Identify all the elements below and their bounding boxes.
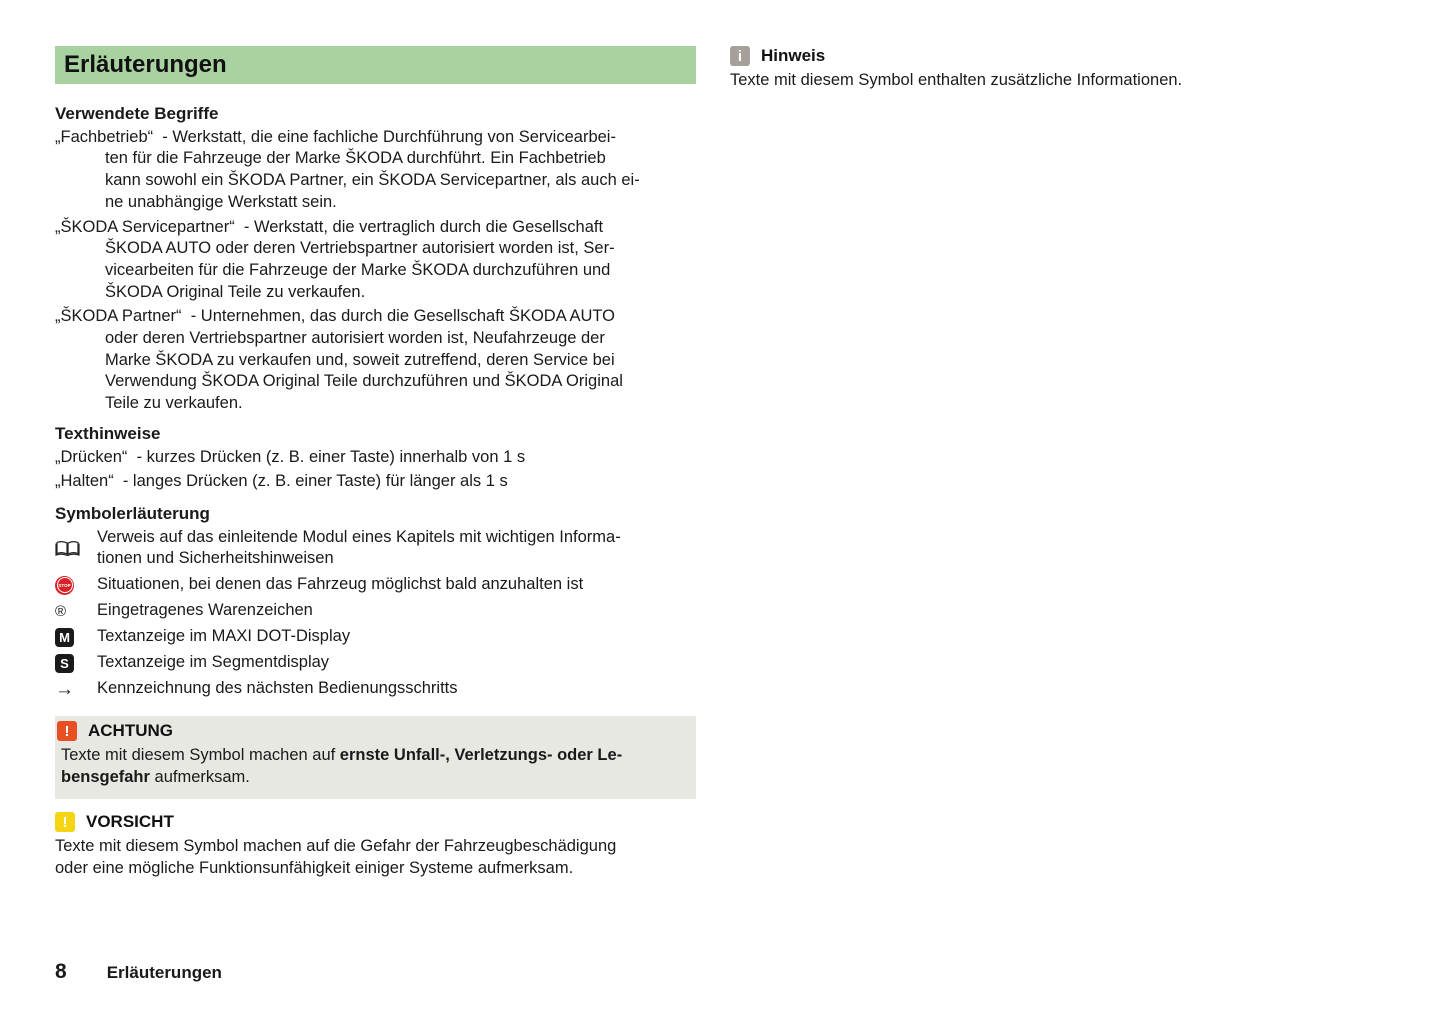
text-line: „Fachbetrieb“ - Werkstatt, die eine fachliche Durchführung von Servicearbei- (55, 127, 616, 146)
chapter-header-bar (55, 46, 696, 84)
text-line: „ŠKODA Partner“ - Unternehmen, das durch die Gesellschaft ŠKODA AUTO (55, 307, 616, 326)
arrow-right-icon: → (55, 678, 74, 700)
symbol-row (55, 527, 700, 570)
page-footer (55, 960, 222, 984)
section-symbolerlaeuterung (55, 503, 700, 704)
text-line: Verweis auf das einleitende Modul eines Kapitels mit wichtigen Informa- (97, 527, 621, 546)
page-number: 8 (55, 960, 67, 983)
vorsicht-exclamation-icon: ! (55, 812, 75, 832)
text-line: „Halten“ - langes Drücken (z. B. einer Taste) für länger als 1 s (55, 471, 508, 490)
text-line: Texte mit diesem Symbol enthalten zusätzliche Informationen. (730, 71, 1183, 89)
achtung-warning-box (55, 716, 696, 799)
info-icon: i (730, 46, 750, 66)
text-line: Marke ŠKODA zu verkaufen und, soweit zutreffend, deren Service bei (105, 350, 615, 369)
registered-trademark-icon: ® (55, 602, 67, 620)
vorsicht-caution-section (55, 812, 700, 879)
text-line: Eingetragenes Warenzeichen (97, 601, 313, 620)
segment-display-icon: S (55, 654, 74, 673)
footer-chapter-label: Erläuterungen (106, 963, 222, 982)
stop-sign-icon: STOP (55, 576, 74, 595)
text-line: Teile zu verkaufen. (105, 394, 243, 413)
text-line: Texte mit diesem Symbol machen auf ernste Unfall-, Verletzungs- oder Le- (61, 746, 623, 764)
text-line: Verwendung ŠKODA Original Teile durchzuführen und ŠKODA Original (105, 372, 623, 391)
text-line: ŠKODA AUTO oder deren Vertriebspartner autorisiert worden ist, Ser- (105, 239, 615, 258)
book-icon (55, 540, 80, 557)
text-line: Texte mit diesem Symbol machen auf die Gefahr der Fahrzeugbeschädigung (55, 837, 617, 855)
achtung-exclamation-icon: ! (57, 721, 77, 741)
chapter-title: Erläuterungen (64, 51, 227, 78)
symbol-row (55, 600, 700, 622)
section-heading: Verwendete Begriffe (55, 104, 219, 123)
achtung-title: ACHTUNG (88, 721, 173, 740)
symbol-row (55, 574, 700, 596)
section-heading: Symbolerläuterung (55, 504, 210, 523)
text-line: oder eine mögliche Funktionsunfähigkeit einiger Systeme aufmerksam. (55, 858, 574, 877)
symbol-row (55, 626, 700, 648)
text-line: kann sowohl ein ŠKODA Partner, ein ŠKODA Servicepartner, als auch ei- (105, 171, 640, 190)
vorsicht-title: VORSICHT (86, 812, 174, 831)
section-verwendete-begriffe (55, 103, 700, 418)
text-line: vicearbeiten für die Fahrzeuge der Marke ŠKODA durchzuführen und (105, 260, 611, 279)
text-line: Situationen, bei denen das Fahrzeug möglichst bald anzuhalten ist (97, 575, 584, 594)
symbol-row (55, 652, 700, 674)
hinweis-title: Hinweis (761, 46, 826, 65)
text-line: „Drücken“ - kurzes Drücken (z. B. einer Taste) innerhalb von 1 s (55, 447, 526, 466)
maxi-dot-display-icon: M (55, 628, 74, 647)
section-texthinweise (55, 423, 700, 495)
term-entry-fachbetrieb (55, 127, 700, 214)
text-line: bensgefahr aufmerksam. (61, 767, 250, 786)
term-entry-partner (55, 306, 700, 415)
symbol-row (55, 678, 700, 700)
text-line: Kennzeichnung des nächsten Bedienungsschritts (97, 679, 458, 698)
text-line: oder deren Vertriebspartner autorisiert worden ist, Neufahrzeuge der (105, 329, 605, 348)
term-entry-servicepartner (55, 217, 700, 304)
text-line: ŠKODA Original Teile zu verkaufen. (105, 282, 366, 301)
text-line: Textanzeige im MAXI DOT-Display (97, 627, 351, 646)
text-line: ten für die Fahrzeuge der Marke ŠKODA durchführt. Ein Fachbetrieb (105, 149, 606, 168)
section-heading: Texthinweise (55, 424, 161, 443)
text-line: tionen und Sicherheitshinweisen (97, 549, 334, 568)
text-line: Textanzeige im Segmentdisplay (97, 653, 330, 672)
text-line: ne unabhängige Werkstatt sein. (105, 192, 337, 211)
text-line: „ŠKODA Servicepartner“ - Werkstatt, die vertraglich durch die Gesellschaft (55, 217, 604, 236)
hinweis-note-section (730, 46, 1410, 92)
